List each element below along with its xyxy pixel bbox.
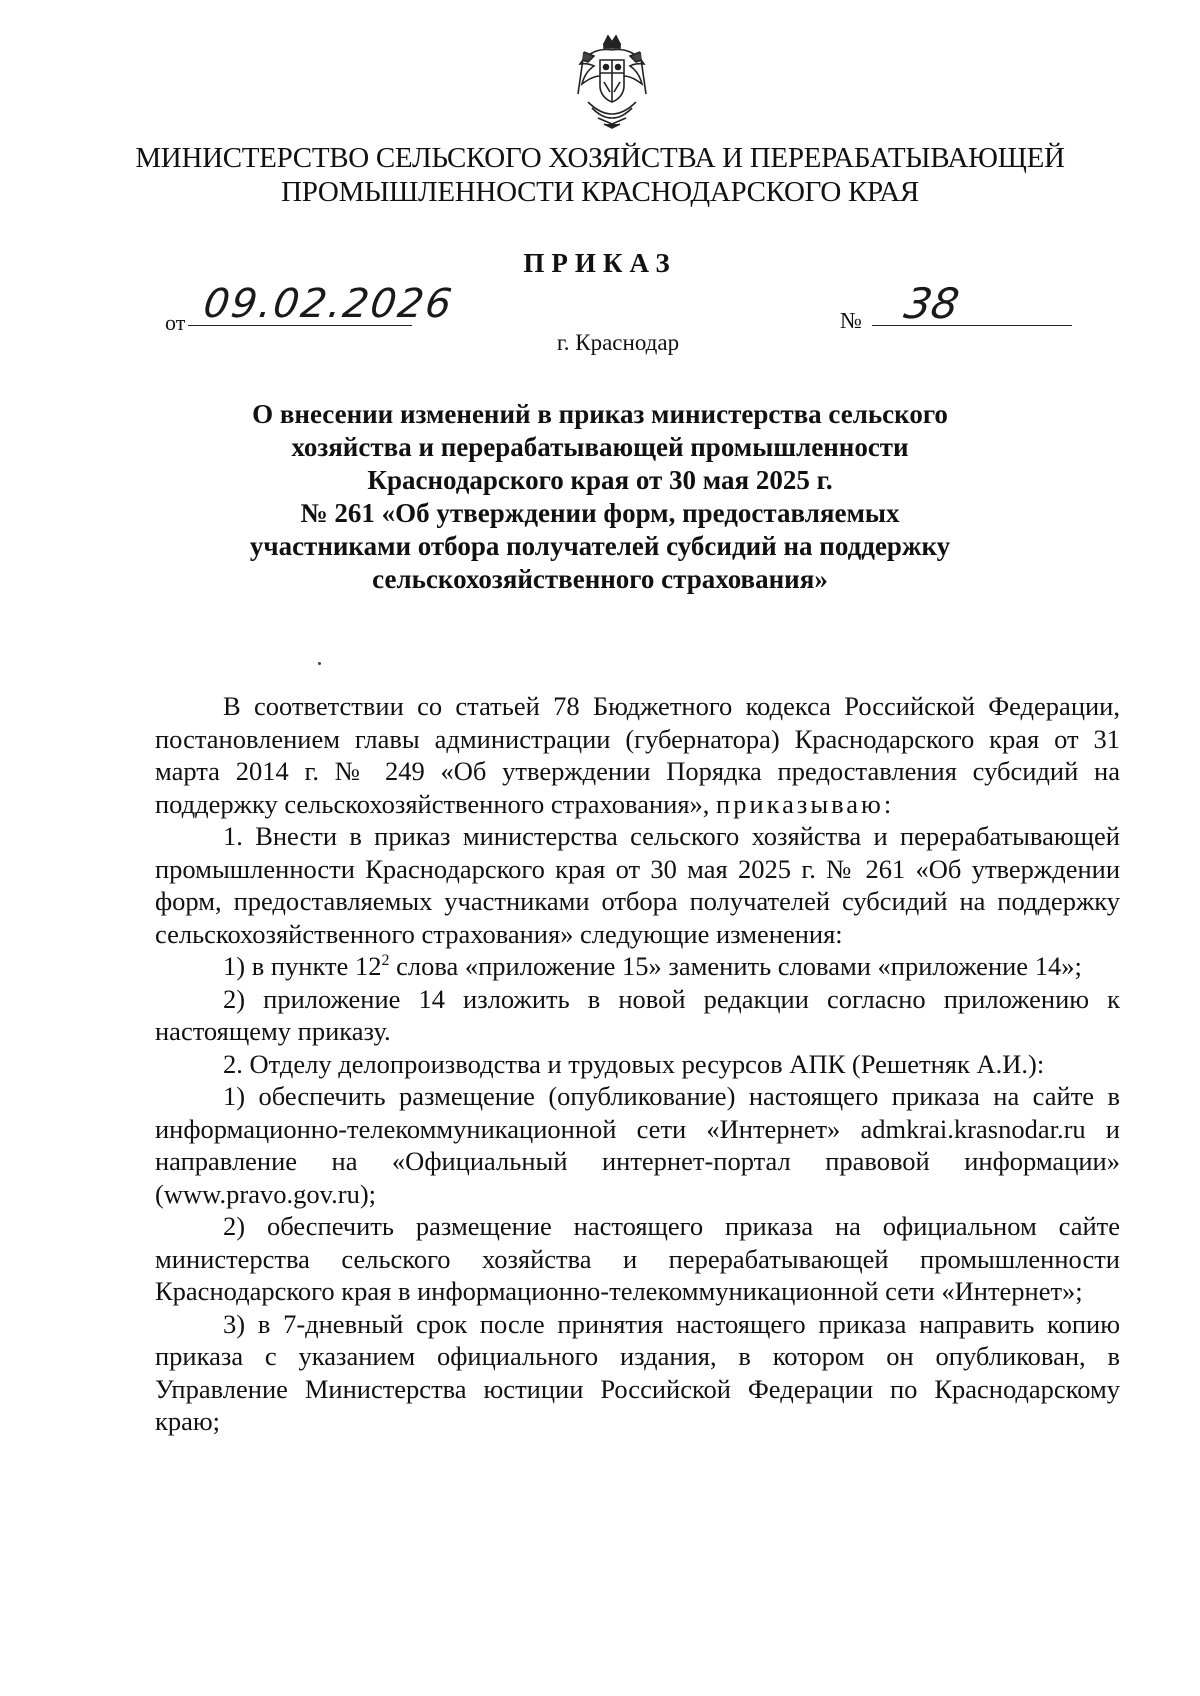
- heading-line: № 261 «Об утверждении форм, предоставляемых: [300, 498, 900, 528]
- paragraph-2-1: 1) обеспечить размещение (опубликование) настоящего приказа на сайте в информационно-телекоммуникационной сети «Интернет» admkrai.krasnodar.ru и направление на «Официальный интернет-портал правовой информации» (www.pravo.gov.ru);: [155, 1081, 1120, 1209]
- ministry-name-line-2: ПРОМЫШЛЕННОСТИ КРАСНОДАРСКОГО КРАЯ: [281, 176, 919, 208]
- heading-line: О внесении изменений в приказ министерства сельского: [252, 399, 948, 429]
- heading-line: сельскохозяйственного страхования»: [372, 564, 828, 594]
- paragraph-2-3: 3) в 7-дневный срок после принятия настоящего приказа направить копию приказа с указанием официального издания, в котором он опубликован, в Управление Министерства юстиции Российской Федерации по Краснодарскому краю;: [155, 1308, 1120, 1436]
- krasnodar-coat-of-arms-icon: [570, 30, 654, 130]
- handwritten-date: 09.02.2026: [200, 281, 457, 327]
- number-label: №: [840, 308, 862, 333]
- paragraph-1-1: [155, 950, 1120, 983]
- paragraph-1-2: 2) приложение 14 изложить в новой редакции согласно приложению к настоящему приказу.: [155, 983, 1120, 1046]
- paragraph-2: 2. Отделу делопроизводства и трудовых ресурсов АПК (Решетняк А.И.):: [223, 1048, 1045, 1079]
- scan-speck: [318, 662, 321, 665]
- heading-line: участниками отбора получателей субсидий на поддержку: [249, 531, 951, 561]
- p3-text-after: слова «приложение 15» заменить словами «приложение 14»;: [389, 951, 1082, 981]
- ministry-name-line-1: МИНИСТЕРСТВО СЕЛЬСКОГО ХОЗЯЙСТВА И ПЕРЕРАБАТЫВАЮЩЕЙ: [135, 142, 1065, 174]
- preamble-text: В соответствии со статьей 78 Бюджетного кодекса Российской Федерации, постановлением главы администрации (губернатора) Краснодарского края от 31 марта 2014 г. № 249 «Об утверждении Порядка предоставления субсидий на поддержку сельскохозяйственного страхования»,: [155, 691, 1120, 819]
- city-label: г. Краснодар: [556, 330, 680, 355]
- document-type-title: ПРИКАЗ: [523, 248, 677, 278]
- paragraph-1: 1. Внести в приказ министерства сельского хозяйства и перерабатывающей промышленности Краснодарского края от 30 мая 2025 г. № 261 «Об утверждении форм, предоставляемых участниками отбора получателей субсидий на поддержку сельскохозяйственного страхования» следующие изменения:: [155, 821, 1120, 949]
- p3-text-before: 1) в пункте 12: [223, 951, 382, 981]
- handwritten-number: 38: [900, 279, 963, 328]
- heading-line: хозяйства и перерабатывающей промышленности: [291, 432, 909, 462]
- date-from-label: от: [165, 310, 186, 335]
- superscript: 2: [381, 952, 390, 970]
- paragraph-2-2: 2) обеспечить размещение настоящего приказа на официальном сайте министерства сельского хозяйства и перерабатывающей промышленности Краснодарского края в информационно-телекоммуникационной сети «Интернет»;: [155, 1211, 1120, 1306]
- order-body: [155, 690, 1120, 1438]
- order-heading: [160, 398, 1040, 596]
- order-command: приказываю:: [716, 788, 895, 819]
- preamble-paragraph: [155, 690, 1120, 820]
- heading-line: Краснодарского края от 30 мая 2025 г.: [367, 465, 833, 495]
